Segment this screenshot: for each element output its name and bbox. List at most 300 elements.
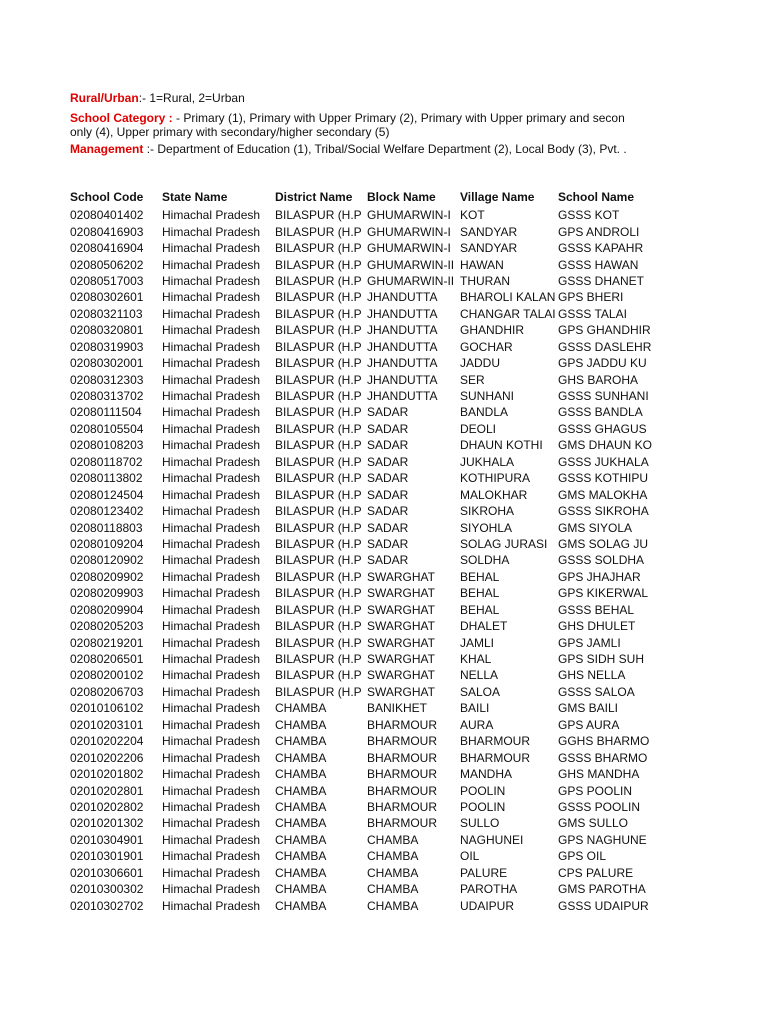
table-cell: 02080118803 [70, 520, 143, 535]
table-cell: 02080109204 [70, 536, 144, 551]
table-cell: SADAR [367, 520, 409, 535]
table-cell: BANDLA [460, 405, 509, 420]
table-cell: SWARGHAT [367, 586, 435, 601]
table-cell: Himachal Pradesh [162, 684, 261, 699]
table-cell: GPS OIL [558, 849, 607, 864]
table-cell: SOLAG JURASI [460, 536, 548, 551]
table-cell: JHANDUTTA [367, 339, 438, 354]
table-cell: 02080209902 [70, 569, 144, 584]
table-cell: SADAR [367, 438, 409, 453]
table-row [70, 717, 652, 733]
table-cell: BHARMOUR [367, 717, 438, 732]
table-cell: 02010301901 [70, 849, 144, 864]
table-cell: GSSS SALOA [558, 684, 635, 699]
table-row [70, 832, 652, 848]
table-cell: SANDYAR [460, 241, 518, 256]
table-cell: 02080320801 [70, 323, 144, 338]
table-row [70, 585, 652, 601]
table-cell: CHAMBA [367, 882, 419, 897]
table-cell: Himachal Pradesh [162, 224, 261, 239]
table-cell: Himachal Pradesh [162, 767, 261, 782]
table-cell: Himachal Pradesh [162, 306, 261, 321]
table-cell: GPS KIKERWAL [558, 586, 649, 601]
table-row [70, 651, 652, 667]
table-cell: 02080124504 [70, 487, 144, 502]
table-cell: CHAMBA [275, 750, 327, 765]
table-row [70, 404, 652, 420]
table-cell: PAROTHA [460, 882, 518, 897]
table-cell: SADAR [367, 421, 409, 436]
table-cell: GSSS TALAI [558, 306, 627, 321]
table-cell: Himachal Pradesh [162, 389, 261, 404]
table-cell: 02080105504 [70, 421, 144, 436]
table-row [70, 339, 652, 355]
table-cell: BHARMOUR [460, 750, 531, 765]
table-cell: GHUMARWIN-I [367, 208, 451, 223]
table-cell: GSSS POOLIN [558, 799, 641, 814]
table-cell: JHANDUTTA [367, 356, 438, 371]
legend-management [70, 141, 768, 157]
column-header: District Name [275, 190, 353, 204]
table-cell: BILASPUR (H.P [275, 356, 362, 371]
table-cell: GSSS HAWAN [558, 257, 639, 272]
table-cell: GHS BAROHA [558, 372, 639, 387]
table-cell: Himachal Pradesh [162, 421, 261, 436]
column-header: State Name [162, 190, 228, 204]
table-row [70, 371, 652, 387]
table-cell: BHARMOUR [367, 799, 438, 814]
table-cell: Himachal Pradesh [162, 701, 261, 716]
table-cell: GSSS UDAIPUR [558, 898, 649, 913]
legend-key: School Category : [70, 111, 173, 125]
table-cell: SADAR [367, 405, 409, 420]
table-cell: 02010202801 [70, 783, 144, 798]
table-cell: 02080321103 [70, 306, 143, 321]
table-cell: KOTHIPURA [460, 471, 531, 486]
table-row [70, 602, 652, 618]
table-cell: 02080319903 [70, 339, 144, 354]
table-cell: BILASPUR (H.P [275, 389, 362, 404]
table-cell: Himachal Pradesh [162, 619, 261, 634]
legend-text: :- Department of Education (1), Tribal/Social Welfare Department (2), Local Body (3), Pvt. . [143, 142, 627, 156]
table-cell: BHAROLI KALAN [460, 290, 556, 305]
table-cell: 02080219201 [70, 635, 144, 650]
table-cell: BILASPUR (H.P [275, 586, 362, 601]
table-cell: Himachal Pradesh [162, 569, 261, 584]
table-cell: BHARMOUR [460, 734, 531, 749]
table-cell: Himachal Pradesh [162, 602, 261, 617]
table-cell: BILASPUR (H.P [275, 290, 362, 305]
table-cell: GOCHAR [460, 339, 513, 354]
table-cell: GMS DHAUN KO [558, 438, 653, 453]
table-cell: GHUMARWIN-I [367, 241, 451, 256]
table-cell: BILASPUR (H.P [275, 273, 362, 288]
table-cell: GHANDHIR [460, 323, 525, 338]
table-cell: 02010306601 [70, 865, 144, 880]
table-row [70, 322, 652, 338]
table-cell: BILASPUR (H.P [275, 553, 362, 568]
table-cell: GMS SULLO [558, 816, 629, 831]
table-cell: BAILI [460, 701, 490, 716]
table-cell: 02080517003 [70, 273, 144, 288]
table-cell: 02080206703 [70, 684, 144, 699]
table-cell: GSSS GHAGUS [558, 421, 647, 436]
table-row [70, 865, 652, 881]
table-cell: Himachal Pradesh [162, 882, 261, 897]
table-cell: SWARGHAT [367, 602, 435, 617]
table-cell: GHUMARWIN-II [367, 273, 455, 288]
table-row [70, 536, 652, 552]
table-row [70, 470, 652, 486]
table-cell: Himachal Pradesh [162, 405, 261, 420]
table-cell: 02010202204 [70, 734, 144, 749]
table-cell: AURA [460, 717, 494, 732]
table-body [70, 205, 652, 914]
table-cell: DHAUN KOTHI [460, 438, 543, 453]
table-row [70, 897, 652, 913]
table-cell: GMS MALOKHA [558, 487, 648, 502]
table-cell: 02080506202 [70, 257, 144, 272]
table-cell: SIKROHA [460, 504, 515, 519]
table-cell: JHANDUTTA [367, 372, 438, 387]
table-cell: BEHAL [460, 569, 500, 584]
table-cell: GSSS DHANET [558, 273, 645, 288]
table-cell: Himachal Pradesh [162, 438, 261, 453]
table-cell: SWARGHAT [367, 635, 435, 650]
table-row [70, 454, 652, 470]
table-cell: NELLA [460, 668, 499, 683]
table-cell: 02080313702 [70, 389, 144, 404]
table-row [70, 486, 652, 502]
table-cell: GSSS KOT [558, 208, 620, 223]
table-cell: GPS BHERI [558, 290, 624, 305]
table-cell: GPS ANDROLI [558, 224, 640, 239]
table-row [70, 223, 652, 239]
table-row [70, 256, 652, 272]
table-cell: BILASPUR (H.P [275, 536, 362, 551]
table-cell: 02010202802 [70, 799, 144, 814]
table-cell: Himachal Pradesh [162, 799, 261, 814]
legend-key: Management [70, 142, 144, 156]
table-cell: JAMLI [460, 635, 495, 650]
table-cell: BILASPUR (H.P [275, 619, 362, 634]
table-row [70, 815, 652, 831]
legend-rural-urban [70, 90, 768, 106]
table-cell: BILASPUR (H.P [275, 602, 362, 617]
table-cell: BILASPUR (H.P [275, 306, 362, 321]
table-cell: GHS MANDHA [558, 767, 640, 782]
table-cell: 02010202206 [70, 750, 144, 765]
table-cell: GPS AURA [558, 717, 620, 732]
legend-text: - Primary (1), Primary with Upper Primary (2), Primary with Upper primary and secon [172, 111, 625, 125]
table-cell: Himachal Pradesh [162, 717, 261, 732]
table-row [70, 782, 652, 798]
table-cell: SWARGHAT [367, 619, 435, 634]
table-cell: 02080209904 [70, 602, 144, 617]
table-cell: GPS JADDU KU [558, 356, 647, 371]
table-cell: BILASPUR (H.P [275, 504, 362, 519]
table-cell: BILASPUR (H.P [275, 208, 362, 223]
table-cell: SADAR [367, 487, 409, 502]
column-header: School Name [558, 190, 635, 204]
table-cell: Himachal Pradesh [162, 356, 261, 371]
table-cell: Himachal Pradesh [162, 816, 261, 831]
table-row [70, 569, 652, 585]
column-header: Block Name [367, 190, 436, 204]
table-cell: MALOKHAR [460, 487, 528, 502]
table-cell: SIYOHLA [460, 520, 513, 535]
table-cell: BILASPUR (H.P [275, 323, 362, 338]
table-cell: POOLIN [460, 799, 506, 814]
table-cell: 02010300302 [70, 882, 144, 897]
table-cell: GHUMARWIN-I [367, 224, 451, 239]
legend-school-category-cont: only (4), Upper primary with secondary/higher secondary (5) [70, 125, 390, 139]
table-row [70, 437, 652, 453]
table-cell: 02080206501 [70, 652, 144, 667]
table-cell: Himachal Pradesh [162, 487, 261, 502]
table-cell: DEOLI [460, 421, 497, 436]
table-cell: BHARMOUR [367, 750, 438, 765]
table-cell: POOLIN [460, 783, 506, 798]
table-cell: Himachal Pradesh [162, 520, 261, 535]
table-cell: SWARGHAT [367, 569, 435, 584]
table-cell: GHS NELLA [558, 668, 626, 683]
table-cell: GMS SIYOLA [558, 520, 633, 535]
table-cell: 02080120902 [70, 553, 144, 568]
table-row [70, 766, 652, 782]
table-cell: BILASPUR (H.P [275, 339, 362, 354]
table-cell: Himachal Pradesh [162, 208, 261, 223]
table-cell: CHAMBA [275, 767, 327, 782]
table-cell: SWARGHAT [367, 684, 435, 699]
table-row [70, 700, 652, 716]
table-cell: PALURE [460, 865, 508, 880]
table-cell: 02010203101 [70, 717, 144, 732]
table-cell: Himachal Pradesh [162, 504, 261, 519]
table-cell: GMS SOLAG JU [558, 536, 649, 551]
table-cell: Himachal Pradesh [162, 865, 261, 880]
table-cell: JUKHALA [460, 454, 515, 469]
table-cell: 02080416904 [70, 241, 144, 256]
table-row [70, 388, 652, 404]
table-cell: CHANGAR TALAI [460, 306, 556, 321]
table-cell: BILASPUR (H.P [275, 257, 362, 272]
table-cell: CHAMBA [275, 816, 327, 831]
table-row [70, 519, 652, 535]
table-cell: SADAR [367, 471, 409, 486]
legend-key: Rural/Urban [70, 91, 139, 105]
table-cell: 02010201802 [70, 767, 144, 782]
table-cell: CHAMBA [275, 799, 327, 814]
table-cell: Himachal Pradesh [162, 372, 261, 387]
table-cell: CHAMBA [275, 701, 327, 716]
table-cell: 02080416903 [70, 224, 144, 239]
table-row [70, 848, 652, 864]
table-row [70, 749, 652, 765]
table-cell: SADAR [367, 536, 409, 551]
table-cell: 02080111504 [70, 405, 142, 420]
table-cell: Himachal Pradesh [162, 257, 261, 272]
table-cell: GMS BAILI [558, 701, 619, 716]
table-cell: CHAMBA [275, 734, 327, 749]
table-cell: GMS PAROTHA [558, 882, 646, 897]
table-cell: BHARMOUR [367, 816, 438, 831]
table-cell: KHAL [460, 652, 492, 667]
table-cell: Himachal Pradesh [162, 832, 261, 847]
column-header: Village Name [460, 190, 535, 204]
table-cell: GSSS SIKROHA [558, 504, 649, 519]
table-row [70, 799, 652, 815]
table-cell: BILASPUR (H.P [275, 635, 362, 650]
table-cell: 02010304901 [70, 832, 144, 847]
table-cell: DHALET [460, 619, 508, 634]
table-cell: BILASPUR (H.P [275, 454, 362, 469]
table-cell: CHAMBA [367, 865, 419, 880]
table-cell: BILASPUR (H.P [275, 520, 362, 535]
table-cell: 02080123402 [70, 504, 144, 519]
table-cell: BILASPUR (H.P [275, 652, 362, 667]
table-cell: GSSS BHARMO [558, 750, 648, 765]
table-cell: BILASPUR (H.P [275, 668, 362, 683]
table-cell: GPS GHANDHIR [558, 323, 651, 338]
table-cell: Himachal Pradesh [162, 783, 261, 798]
table-row [70, 273, 652, 289]
table-cell: CHAMBA [367, 832, 419, 847]
table-cell: SALOA [460, 684, 501, 699]
table-cell: CHAMBA [275, 898, 327, 913]
table-cell: BILASPUR (H.P [275, 569, 362, 584]
table-cell: BEHAL [460, 602, 500, 617]
table-cell: GPS JAMLI [558, 635, 621, 650]
table-row [70, 240, 652, 256]
table-cell: BHARMOUR [367, 767, 438, 782]
table-cell: JHANDUTTA [367, 290, 438, 305]
table-cell: GSSS SOLDHA [558, 553, 645, 568]
table-cell: CHAMBA [275, 783, 327, 798]
table-cell: 02080312303 [70, 372, 144, 387]
table-cell: CPS PALURE [558, 865, 634, 880]
table-cell: 02080118702 [70, 454, 143, 469]
table-cell: 02080113802 [70, 471, 143, 486]
table-row [70, 306, 652, 322]
table-cell: SOLDHA [460, 553, 510, 568]
table-cell: Himachal Pradesh [162, 471, 261, 486]
table-cell: BHARMOUR [367, 734, 438, 749]
table-cell: BANIKHET [367, 701, 428, 716]
table-cell: 02080205203 [70, 619, 144, 634]
table-cell: MANDHA [460, 767, 513, 782]
table-cell: GPS SIDH SUH [558, 652, 645, 667]
table-cell: BILASPUR (H.P [275, 684, 362, 699]
table-cell: Himachal Pradesh [162, 898, 261, 913]
table-cell: SULLO [460, 816, 500, 831]
table-cell: GHS DHULET [558, 619, 636, 634]
table-row [70, 634, 652, 650]
table-cell: SUNHANI [460, 389, 515, 404]
table-cell: 02080108203 [70, 438, 144, 453]
legend-text: :- 1=Rural, 2=Urban [138, 91, 245, 105]
table-row [70, 684, 652, 700]
table-cell: GPS POOLIN [558, 783, 633, 798]
table-cell: THURAN [460, 273, 510, 288]
table-cell: Himachal Pradesh [162, 454, 261, 469]
table-row [70, 355, 652, 371]
table-cell: Himachal Pradesh [162, 586, 261, 601]
table-cell: GPS NAGHUNE [558, 832, 647, 847]
table-cell: Himachal Pradesh [162, 339, 261, 354]
table-cell: BILASPUR (H.P [275, 224, 362, 239]
table-row [70, 205, 652, 223]
table-cell: SADAR [367, 504, 409, 519]
table-cell: CHAMBA [275, 832, 327, 847]
table-cell: SER [460, 372, 485, 387]
table-cell: SWARGHAT [367, 668, 435, 683]
table-cell: Himachal Pradesh [162, 290, 261, 305]
table-cell: BEHAL [460, 586, 500, 601]
table-row [70, 552, 652, 568]
table-row [70, 667, 652, 683]
table-cell: SWARGHAT [367, 652, 435, 667]
school-table [70, 189, 652, 914]
table-cell: GSSS BEHAL [558, 602, 635, 617]
table-cell: BILASPUR (H.P [275, 405, 362, 420]
table-cell: OIL [460, 849, 480, 864]
table-cell: BHARMOUR [367, 783, 438, 798]
table-cell: CHAMBA [275, 849, 327, 864]
table-row [70, 289, 652, 305]
table-cell: GGHS BHARMO [558, 734, 650, 749]
table-cell: SADAR [367, 454, 409, 469]
table-cell: HAWAN [460, 257, 504, 272]
table-cell: JADDU [460, 356, 501, 371]
table-cell: CHAMBA [275, 865, 327, 880]
table-cell: 02010302702 [70, 898, 144, 913]
table-cell: 02080401402 [70, 208, 144, 223]
table-cell: CHAMBA [367, 898, 419, 913]
table-cell: SANDYAR [460, 224, 518, 239]
table-cell: BILASPUR (H.P [275, 487, 362, 502]
table-cell: NAGHUNEI [460, 832, 524, 847]
table-cell: Himachal Pradesh [162, 652, 261, 667]
table-cell: 02080302001 [70, 356, 144, 371]
table-cell: Himachal Pradesh [162, 241, 261, 256]
table-cell: KOT [460, 208, 485, 223]
table-cell: CHAMBA [275, 882, 327, 897]
table-cell: 02080302601 [70, 290, 144, 305]
table-cell: Himachal Pradesh [162, 273, 261, 288]
table-cell: BILASPUR (H.P [275, 421, 362, 436]
table-row [70, 618, 652, 634]
table-cell: 02010201302 [70, 816, 144, 831]
table-cell: Himachal Pradesh [162, 553, 261, 568]
table-cell: Himachal Pradesh [162, 536, 261, 551]
table-cell: 02080200102 [70, 668, 144, 683]
table-row [70, 733, 652, 749]
table-cell: BILASPUR (H.P [275, 471, 362, 486]
table-row [70, 503, 652, 519]
table-cell: JHANDUTTA [367, 389, 438, 404]
table-cell: GSSS DASLEHR [558, 339, 652, 354]
table-cell: Himachal Pradesh [162, 635, 261, 650]
table-cell: 02010106102 [70, 701, 144, 716]
table-cell: BILASPUR (H.P [275, 241, 362, 256]
table-cell: JHANDUTTA [367, 323, 438, 338]
table-cell: JHANDUTTA [367, 306, 438, 321]
table-cell: GSSS KOTHIPU [558, 471, 649, 486]
table-cell: GSSS KAPAHR [558, 241, 644, 256]
table-cell: GSSS JUKHALA [558, 454, 649, 469]
table-cell: GSSS SUNHANI [558, 389, 649, 404]
